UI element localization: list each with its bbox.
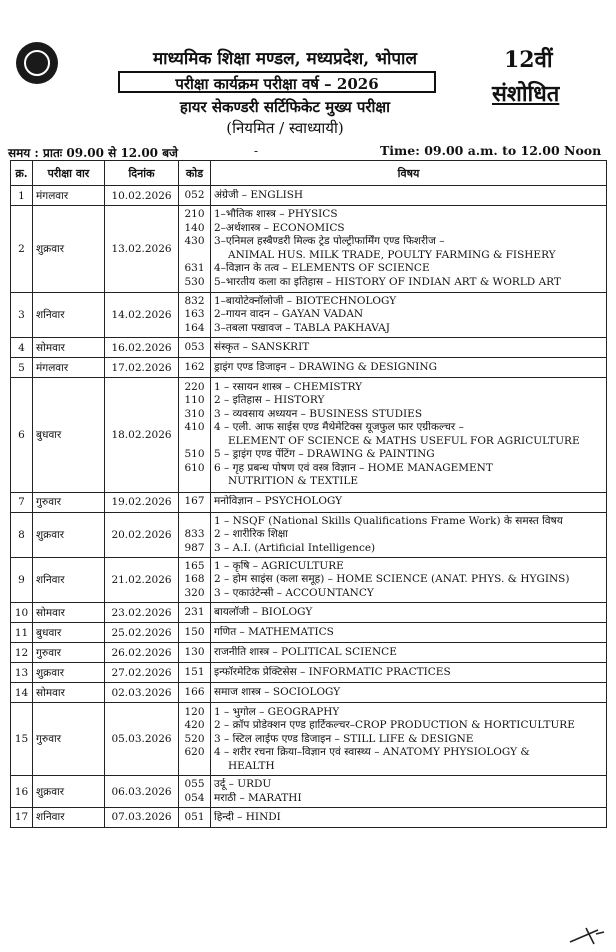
row-subjects	[211, 378, 607, 492]
subject-code: 052	[184, 188, 205, 201]
row-codes	[179, 338, 211, 358]
revised-label: संशोधित	[492, 81, 560, 107]
row-sr: 3	[11, 292, 33, 337]
row-day: सोमवार	[33, 683, 105, 703]
row-codes	[179, 623, 211, 643]
row-date: 27.02.2026	[105, 663, 179, 683]
table-row	[11, 663, 607, 683]
subject-line: 4–विज्ञान के तत्व – ELEMENTS OF SCIENCE	[214, 262, 430, 275]
row-sr: 1	[11, 186, 33, 206]
subject-code: 051	[184, 810, 205, 823]
subject-line: 1 – कृषि – AGRICULTURE	[214, 559, 344, 572]
subject-code: 110	[184, 394, 205, 407]
table-header-row	[11, 161, 607, 186]
table-row	[11, 512, 607, 557]
table-row	[11, 703, 607, 776]
row-codes	[179, 703, 211, 776]
board-title: माध्यमिक शिक्षा मण्डल, मध्यप्रदेश, भोपाल	[153, 49, 417, 69]
subject-line: 1 – NSQF (National Skills Qualifications Frame Work) के समस्त विषय	[214, 514, 563, 527]
schedule-table	[10, 160, 607, 828]
row-date: 23.02.2026	[105, 603, 179, 623]
subject-code: 055	[184, 778, 205, 791]
row-day: शुक्रवार	[33, 512, 105, 557]
row-day: शनिवार	[33, 807, 105, 827]
subject-line: NUTRITION & TEXTILE	[228, 475, 358, 488]
subject-line: गणित – MATHEMATICS	[214, 626, 334, 639]
row-sr: 12	[11, 643, 33, 663]
row-day: सोमवार	[33, 338, 105, 358]
subject-line: 6 – गृह प्रबन्ध पोषण एवं वस्त्र विज्ञान – HOME MANAGEMENT	[214, 461, 493, 474]
subject-line: 3 – एकाउंटेन्सी – ACCOUNTANCY	[214, 586, 374, 599]
subject-code: 053	[184, 340, 205, 353]
row-sr: 13	[11, 663, 33, 683]
subject-line: बायलॉजी – BIOLOGY	[214, 606, 313, 619]
signature-mark-icon	[568, 924, 606, 946]
row-subjects	[211, 206, 607, 293]
row-sr: 5	[11, 358, 33, 378]
table-row	[11, 807, 607, 827]
table-row	[11, 776, 607, 808]
row-subjects	[211, 603, 607, 623]
subject-code: 140	[184, 221, 205, 234]
row-day: बुधवार	[33, 378, 105, 492]
row-sr: 14	[11, 683, 33, 703]
row-sr: 8	[11, 512, 33, 557]
row-subjects	[211, 557, 607, 602]
row-sr: 4	[11, 338, 33, 358]
subject-code: 610	[184, 461, 205, 474]
subject-code: 151	[184, 666, 205, 679]
subject-line: 3–एनिमल हस्बैण्डरी मिल्क ट्रेड पोल्ट्रीफार्मिंग एण्ड फिशरीज –	[214, 235, 445, 248]
row-codes	[179, 663, 211, 683]
subject-code: 162	[184, 360, 205, 373]
row-subjects	[211, 492, 607, 512]
row-date: 21.02.2026	[105, 557, 179, 602]
row-date: 14.02.2026	[105, 292, 179, 337]
row-day: मंगलवार	[33, 186, 105, 206]
row-codes	[179, 807, 211, 827]
row-day: शुक्रवार	[33, 776, 105, 808]
row-date: 18.02.2026	[105, 378, 179, 492]
row-subjects	[211, 776, 607, 808]
subject-code: 210	[184, 208, 205, 221]
header-day: परीक्षा वार	[33, 161, 105, 186]
row-codes	[179, 292, 211, 337]
row-codes	[179, 492, 211, 512]
row-date: 02.03.2026	[105, 683, 179, 703]
row-sr: 10	[11, 603, 33, 623]
row-day: शनिवार	[33, 292, 105, 337]
subject-line: ड्राइंग एण्ड डिजाइन – DRAWING & DESIGNING	[214, 360, 437, 373]
subject-line: 4 – एली. आफ साईस एण्ड मैथेमेटिक्स यूजफुल फार एग्रीकल्चर –	[214, 421, 464, 434]
subject-line: हिन्दी – HINDI	[214, 810, 281, 823]
subject-code: 165	[184, 559, 205, 572]
row-subjects	[211, 292, 607, 337]
table-row	[11, 557, 607, 602]
subject-line: 2 – शारीरिक शिक्षा	[214, 528, 289, 541]
table-row	[11, 292, 607, 337]
subject-code	[182, 249, 207, 263]
subject-line: 2–गायन वादन – GAYAN VADAN	[214, 308, 364, 321]
subject-code: 430	[184, 235, 205, 248]
exam-title: हायर सेकण्डरी सर्टिफिकेट मुख्य परीक्षा	[179, 98, 391, 116]
subject-line: संस्कृत – SANSKRIT	[214, 340, 310, 353]
board-logo-icon	[16, 42, 58, 84]
row-sr: 7	[11, 492, 33, 512]
row-subjects	[211, 807, 607, 827]
row-sr: 2	[11, 206, 33, 293]
table-row	[11, 623, 607, 643]
subject-code: 410	[184, 421, 205, 434]
row-subjects	[211, 512, 607, 557]
row-sr: 6	[11, 378, 33, 492]
row-codes	[179, 378, 211, 492]
row-subjects	[211, 338, 607, 358]
row-codes	[179, 557, 211, 602]
row-subjects	[211, 663, 607, 683]
row-date: 17.02.2026	[105, 358, 179, 378]
table-row	[11, 338, 607, 358]
subject-line: ANIMAL HUS. MILK TRADE, POULTY FARMING & FISHERY	[228, 248, 556, 261]
subject-line: 2 – इतिहास – HISTORY	[214, 394, 325, 407]
time-english: Time: 09.00 a.m. to 12.00 Noon	[380, 143, 602, 158]
table-row	[11, 206, 607, 293]
table-row	[11, 643, 607, 663]
subject-code: 420	[184, 719, 205, 732]
subject-code: 164	[184, 321, 205, 334]
row-date: 07.03.2026	[105, 807, 179, 827]
subject-code: 520	[184, 732, 205, 745]
row-day: बुधवार	[33, 623, 105, 643]
subject-code: 987	[184, 541, 205, 554]
subject-line: अंग्रेजी – ENGLISH	[214, 188, 304, 201]
subject-code: 310	[184, 407, 205, 420]
row-codes	[179, 512, 211, 557]
subject-line: 2 – क्रॉप प्रोडेक्शन एण्ड हार्टिकल्चर–CROP PRODUCTION & HORTICULTURE	[214, 719, 575, 732]
row-date: 20.02.2026	[105, 512, 179, 557]
row-codes	[179, 358, 211, 378]
row-subjects	[211, 186, 607, 206]
subject-code: 166	[184, 686, 205, 699]
row-date: 13.02.2026	[105, 206, 179, 293]
subject-line: मराठी – MARATHI	[214, 791, 302, 804]
subject-code: 631	[184, 262, 205, 275]
subject-line: समाज शास्त्र – SOCIOLOGY	[214, 686, 341, 699]
row-day: शुक्रवार	[33, 663, 105, 683]
row-date: 25.02.2026	[105, 623, 179, 643]
row-day: शनिवार	[33, 557, 105, 602]
row-day: गुरुवार	[33, 703, 105, 776]
row-codes	[179, 776, 211, 808]
row-sr: 9	[11, 557, 33, 602]
row-codes	[179, 603, 211, 623]
row-date: 19.02.2026	[105, 492, 179, 512]
row-subjects	[211, 683, 607, 703]
subject-line: 3–तबला पखावज – TABLA PAKHAVAJ	[214, 321, 390, 334]
exam-mode: (नियमित / स्वाध्यायी)	[226, 119, 344, 137]
row-day: गुरुवार	[33, 643, 105, 663]
subject-code: 150	[184, 626, 205, 639]
subject-code	[182, 475, 207, 489]
subject-code	[182, 435, 207, 449]
subject-line: 3 – स्टिल लाईफ एण्ड डिजाइन – STILL LIFE & DESIGNE	[214, 732, 474, 745]
header-sr: क्र.	[11, 161, 33, 186]
subject-line: 1 – रसायन शास्त्र – CHEMISTRY	[214, 380, 363, 393]
subject-line: ELEMENT OF SCIENCE & MATHS USEFUL FOR AGRICULTURE	[228, 434, 580, 447]
row-day: शुक्रवार	[33, 206, 105, 293]
subject-code: 130	[184, 646, 205, 659]
row-subjects	[211, 703, 607, 776]
subject-code: 163	[184, 308, 205, 321]
time-hindi: समय : प्रातः 09.00 से 12.00 बजे	[8, 146, 178, 160]
row-day: सोमवार	[33, 603, 105, 623]
subject-code: 832	[184, 294, 205, 307]
subject-line: उर्दू – URDU	[214, 778, 272, 791]
subject-line: 5 – ड्राइंग एण्ड पेंटिंग – DRAWING & PAINTING	[214, 448, 435, 461]
subject-code: 220	[184, 380, 205, 393]
row-codes	[179, 186, 211, 206]
header-subject: विषय	[211, 161, 607, 186]
row-subjects	[211, 623, 607, 643]
row-sr: 17	[11, 807, 33, 827]
program-title-box: परीक्षा कार्यक्रम परीक्षा वर्ष – 2026	[118, 71, 436, 93]
table-row	[11, 683, 607, 703]
header-date: दिनांक	[105, 161, 179, 186]
table-row	[11, 492, 607, 512]
header-code: कोड	[179, 161, 211, 186]
row-codes	[179, 206, 211, 293]
subject-line: 3 – व्यवसाय अध्ययन – BUSINESS STUDIES	[214, 407, 423, 420]
subject-code: 167	[184, 495, 205, 508]
row-date: 05.03.2026	[105, 703, 179, 776]
subject-line: 1–भौतिक शास्त्र – PHYSICS	[214, 208, 338, 221]
row-date: 06.03.2026	[105, 776, 179, 808]
subject-code: 530	[184, 275, 205, 288]
row-day: मंगलवार	[33, 358, 105, 378]
subject-code: 231	[184, 606, 205, 619]
subject-line: इन्फॉरमेटिक प्रेक्टिसेस – INFORMATIC PRACTICES	[214, 666, 451, 679]
row-sr: 16	[11, 776, 33, 808]
table-row	[11, 358, 607, 378]
subject-code: 320	[184, 586, 205, 599]
time-separator: -	[254, 144, 259, 158]
row-codes	[179, 683, 211, 703]
row-sr: 11	[11, 623, 33, 643]
row-subjects	[211, 643, 607, 663]
table-row	[11, 378, 607, 492]
row-date: 16.02.2026	[105, 338, 179, 358]
class-label: 12वीं	[504, 47, 553, 73]
row-day: गुरुवार	[33, 492, 105, 512]
subject-line: 1–बायोटेक्नॉलोजी – BIOTECHNOLOGY	[214, 294, 397, 307]
subject-line: 4 – शरीर रचना क्रिया–विज्ञान एवं स्वास्थ्य – ANATOMY PHYSIOLOGY &	[214, 746, 530, 759]
subject-code: 054	[184, 791, 205, 804]
subject-line: 3 – A.I. (Artificial Intelligence)	[214, 541, 376, 554]
row-date: 10.02.2026	[105, 186, 179, 206]
table-row	[11, 603, 607, 623]
subject-line: मनोविज्ञान – PSYCHOLOGY	[214, 495, 343, 508]
subject-line: राजनीति शास्त्र – POLITICAL SCIENCE	[214, 646, 397, 659]
subject-line: 2–अर्थशास्त्र – ECONOMICS	[214, 221, 345, 234]
subject-line: HEALTH	[228, 759, 275, 772]
subject-code: 833	[184, 528, 205, 541]
row-sr: 15	[11, 703, 33, 776]
table-row	[11, 186, 607, 206]
row-codes	[179, 643, 211, 663]
subject-code: 620	[184, 746, 205, 759]
subject-code: 510	[184, 448, 205, 461]
subject-code: 120	[184, 705, 205, 718]
subject-line: 5–भारतीय कला का इतिहास – HISTORY OF INDIAN ART & WORLD ART	[214, 275, 561, 288]
row-date: 26.02.2026	[105, 643, 179, 663]
subject-code	[182, 515, 207, 529]
subject-code	[182, 760, 207, 774]
subject-line: 2 – होम साइंस (कला समूह) – HOME SCIENCE (ANAT. PHYS. & HYGINS)	[214, 573, 570, 586]
row-subjects	[211, 358, 607, 378]
subject-line: 1 – भुगोल – GEOGRAPHY	[214, 705, 340, 718]
subject-code: 168	[184, 573, 205, 586]
